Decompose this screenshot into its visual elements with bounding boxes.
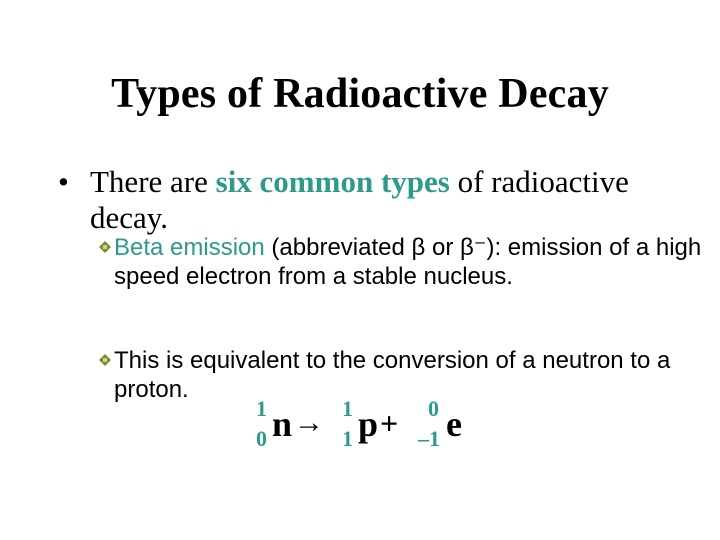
proton-symbol: p xyxy=(358,404,379,444)
main-bullet xyxy=(58,164,698,236)
electron-mass-number: 0 xyxy=(428,396,439,421)
sub-bullet-rest: (abbreviated β or β⁻): emission of a high speed electron from a stable nucleus. xyxy=(114,234,702,290)
sub-bullet-beta-emission xyxy=(98,233,718,291)
main-bullet-text xyxy=(90,164,698,236)
neutron-mass-number: 1 xyxy=(256,396,267,421)
electron-symbol: e xyxy=(446,404,462,444)
slide-title: Types of Radioactive Decay xyxy=(111,71,609,117)
sub-bullet-text xyxy=(114,233,718,291)
decay-equation xyxy=(252,384,492,456)
electron-atomic-number: –1 xyxy=(418,426,440,451)
bullet-marker-icon xyxy=(98,240,112,254)
proton-atomic-number: 1 xyxy=(342,426,353,451)
bullet-marker-icon xyxy=(98,353,112,367)
proton-mass-number: 1 xyxy=(342,396,353,421)
sub-bullet-text: This is equivalent to the conversion of a neutron to a proton. xyxy=(114,347,671,403)
plus-sign: + xyxy=(380,405,399,441)
main-bullet-pre: There are xyxy=(90,164,216,199)
sub-bullet-lead: Beta emission xyxy=(114,234,265,261)
neutron-symbol: n xyxy=(272,404,293,444)
main-bullet-post: of radioactive decay. xyxy=(90,164,629,235)
main-bullet-highlight: six common types xyxy=(215,164,450,199)
bullet-dot: • xyxy=(58,164,69,199)
neutron-atomic-number: 0 xyxy=(256,426,267,451)
reaction-arrow-icon: → xyxy=(294,406,324,439)
